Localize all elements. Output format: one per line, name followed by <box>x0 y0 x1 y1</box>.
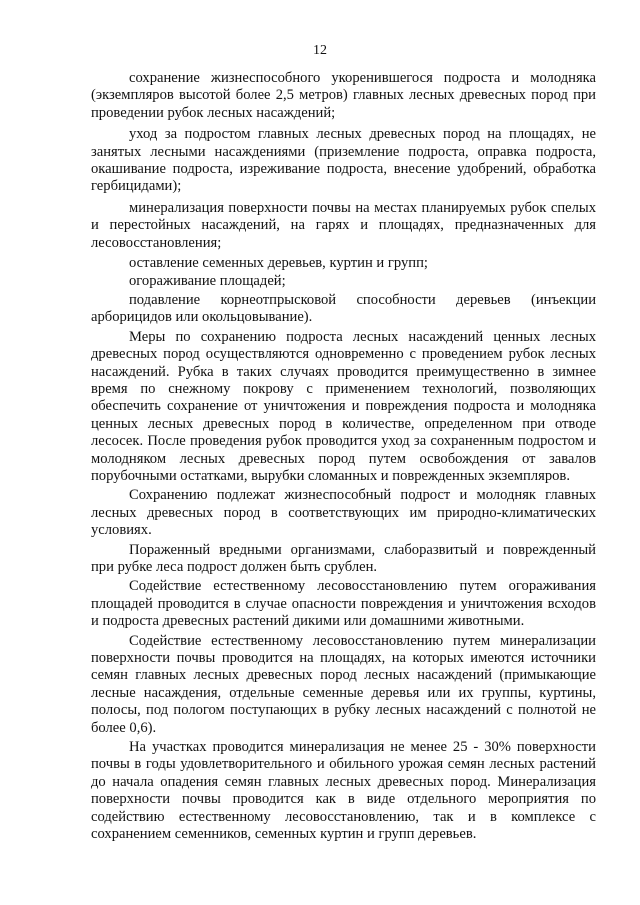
document-body <box>91 70 596 843</box>
paragraph-preserve-undergrowth: сохранение жизнеспособного укоренившегося подроста и молодняка (экземпляров высотой более 2,5 метров) главных лесных древесных пород при проведении рубок лесных насаждений; <box>91 70 596 121</box>
paragraph-undergrowth-care: уход за подростом главных лесных древесных пород на площадях, не занятых лесными насаждениями (приземление подроста, оправка подроста, окашивание подроста, изреживание подроста, внесение удобрений, обработка гербицидами); <box>91 126 596 195</box>
paragraph-mineralization-areas: На участках проводится минерализация не менее 25 - 30% поверхности почвы в годы удовлетворительного и обильного урожая семян лесных растений до начала опадения семян главных лесных древесных пород. Минерализация поверхности почвы проводится как в виде отдельного мероприятия по содействию естественному лесовосстановлению, так и в комплексе с сохранением семенников, семенных куртин и групп деревьев. <box>91 739 596 843</box>
paragraph-seed-trees: оставление семенных деревьев, куртин и групп; <box>129 255 428 272</box>
paragraph-soil-mineralization: минерализация поверхности почвы на местах планируемых рубок спелых и перестойных насаждений, на гарях и площадях, предназначенных для лесовосстановления; <box>91 199 596 251</box>
page-number: 12 <box>313 43 327 58</box>
paragraph-root-suppression: подавление корнеотпрысковой способности деревьев (инъекции арборицидов или окольцовывание). <box>91 291 596 326</box>
paragraph-fencing: огораживание площадей; <box>129 273 286 290</box>
paragraph-damaged-undergrowth: Пораженный вредными организмами, слаборазвитый и поврежденный при рубке леса подрост должен быть срублен. <box>91 541 596 575</box>
paragraph-fencing-assistance: Содействие естественному лесовосстановлению путем огораживания площадей проводится в случае опасности повреждения и уничтожения всходов и подроста древесных растений дикими или домашними животными. <box>91 578 596 630</box>
paragraph-preservation-measures: Меры по сохранению подроста лесных насаждений ценных лесных древесных пород осуществляются одновременно с проведением рубок лесных насаждений. Рубка в таких случаях проводится преимущественно в зимнее время по снежному покрову с применением технологий, позволяющих обеспечить сохранение от уничтожения и повреждения подроста и молодняка ценных лесных древесных пород в количестве, определенном при отводе лесосек. После проведения рубок проводится уход за сохраненным подростом и молодняком лесных древесных пород путем освобождения от завалов порубочными остатками, вырубки сломанных и поврежденных экземпляров. <box>91 328 596 484</box>
paragraph-subject-to-preservation: Сохранению подлежат жизнеспособный подрост и молодняк главных лесных древесных пород в соответствующих им природно-климатических условиях. <box>91 487 596 539</box>
paragraph-mineralization-assistance: Содействие естественному лесовосстановлению путем минерализации поверхности почвы проводится на площадях, на которых имеются источники семян главных лесных древесных пород лесных насаждений (примыкающие лесные насаждения, отдельные семенные деревья или их группы, куртины, полосы, под пологом поступающих в рубку лесных насаждений с полнотой не более 0,6). <box>91 632 596 736</box>
